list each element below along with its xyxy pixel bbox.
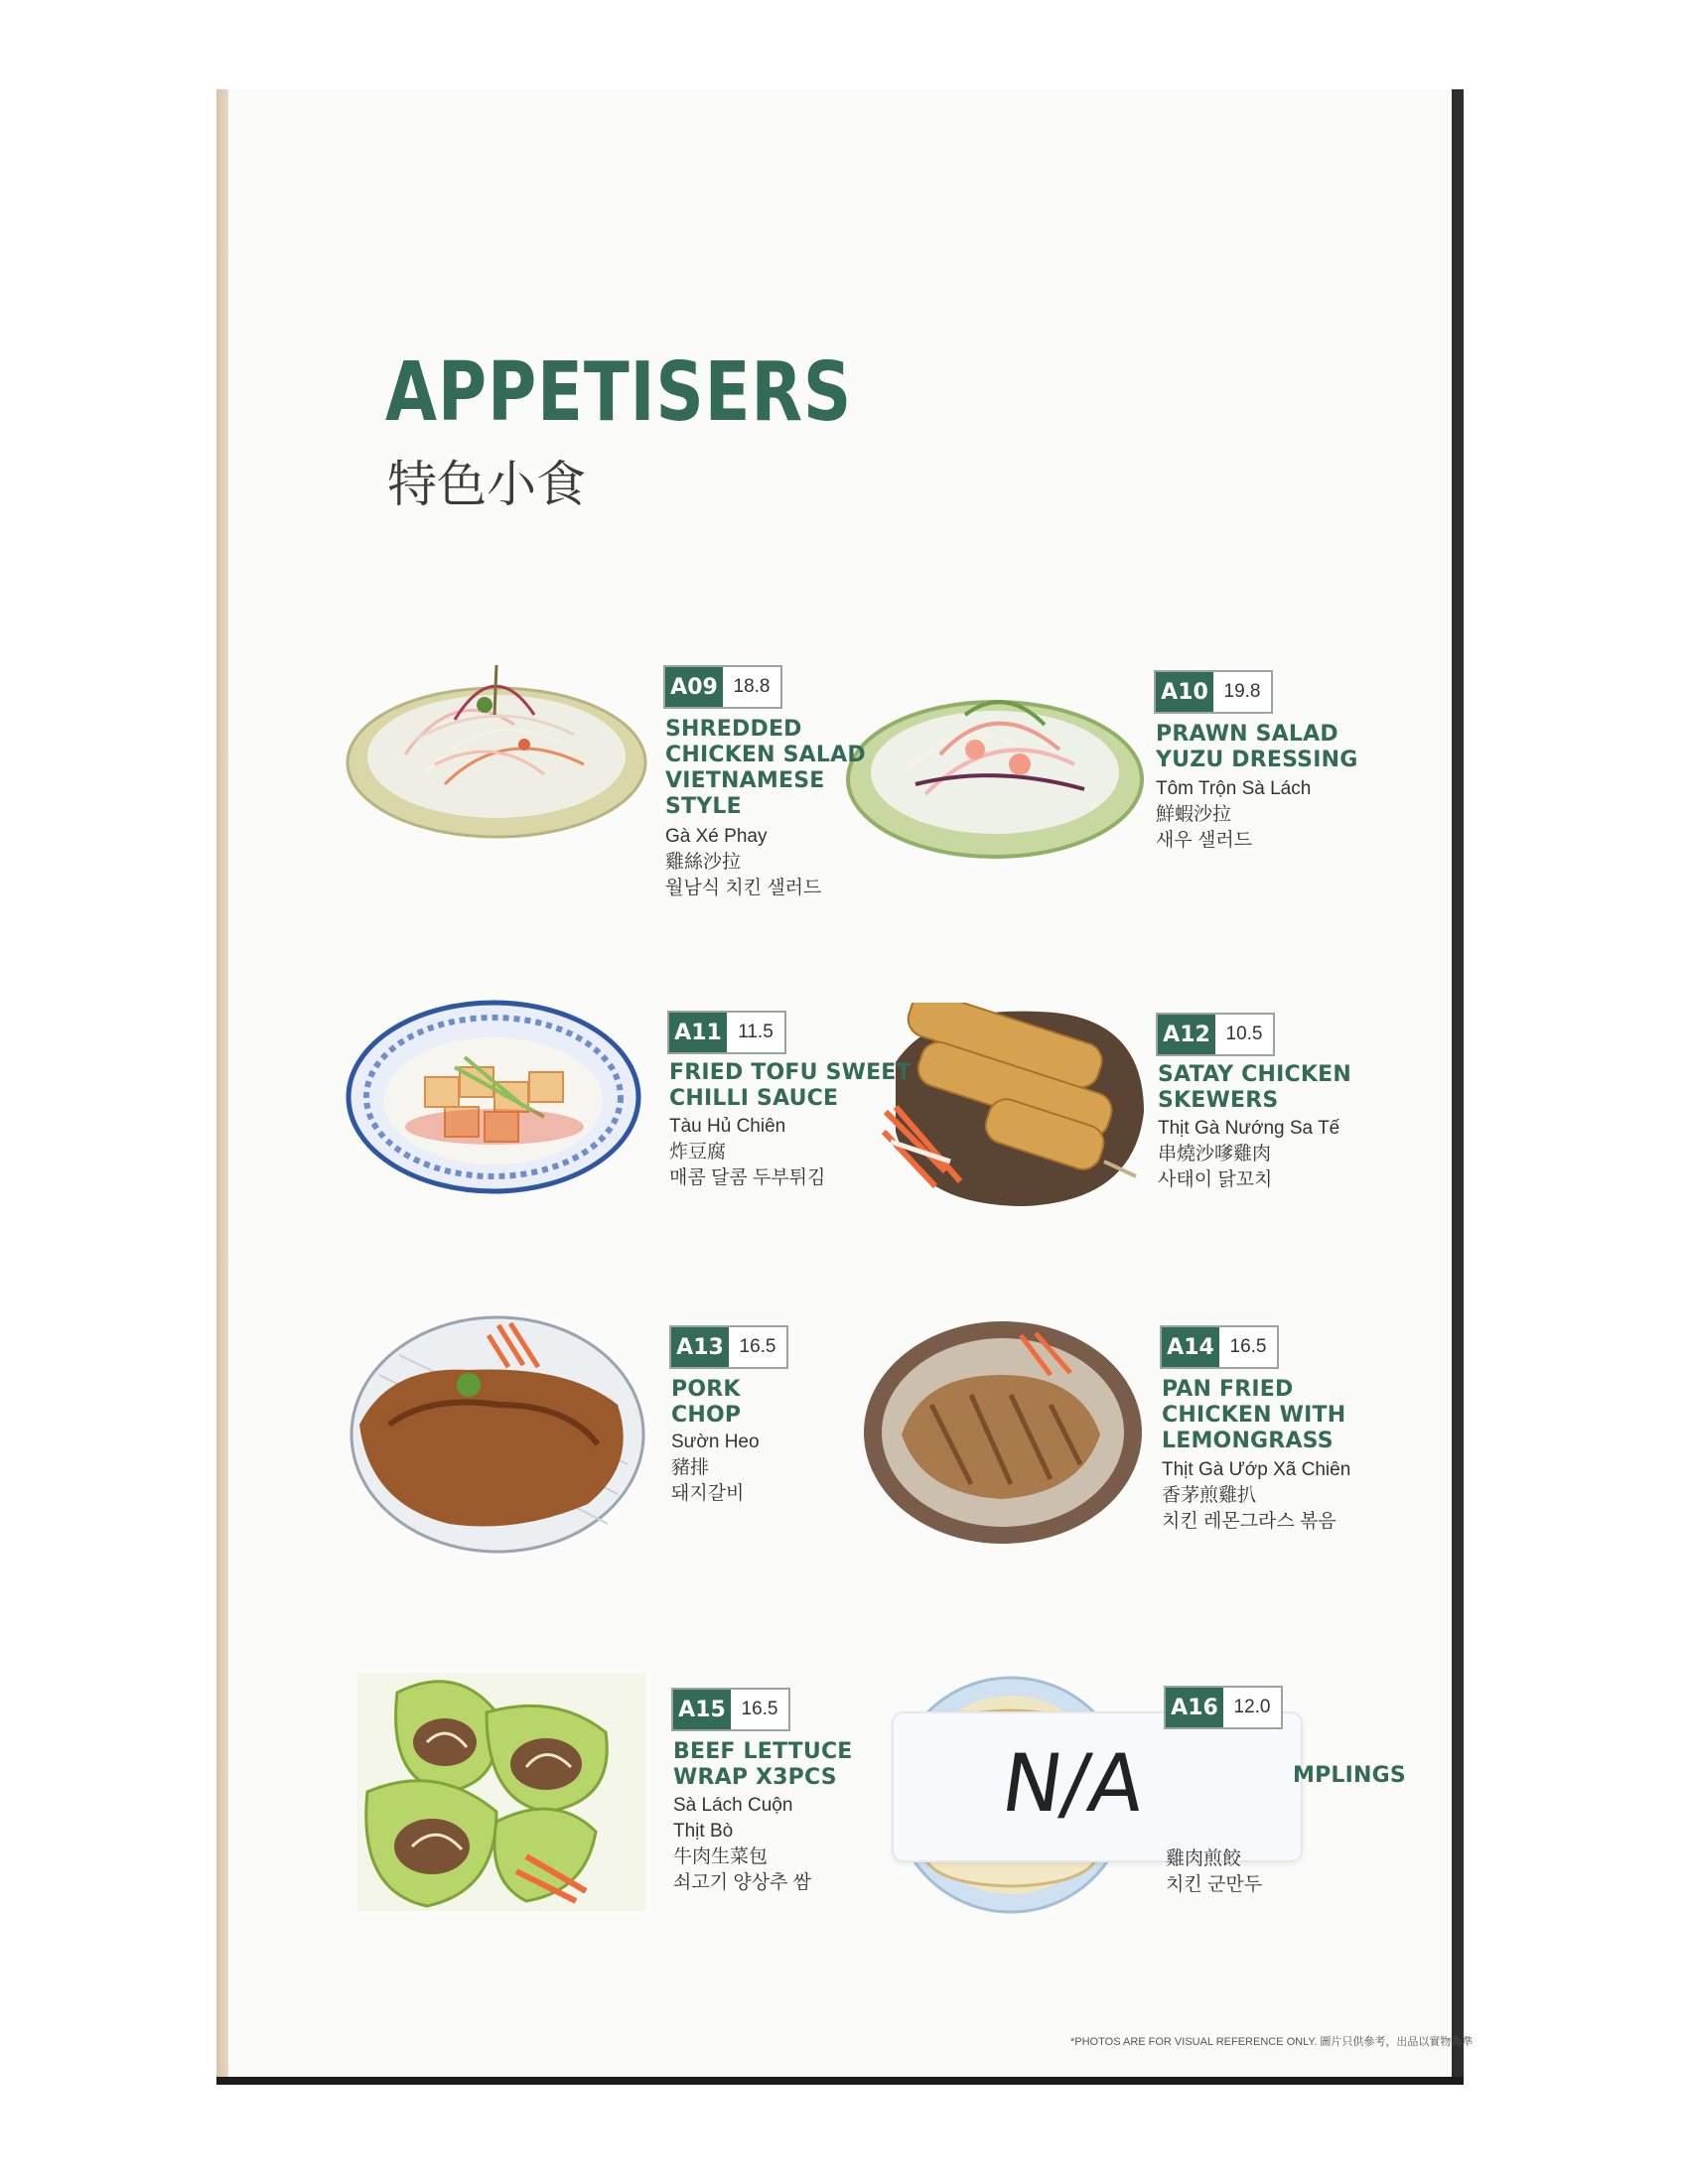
page-subtitle: 特色小食	[387, 456, 586, 513]
item-translations-a11: Tàu Hủ Chiên 炸豆腐 매콤 달콤 두부튀김	[669, 1116, 826, 1188]
item-code-price-a13	[669, 1325, 788, 1369]
dish-photo-a09	[346, 645, 648, 844]
item-code-price-a15	[671, 1688, 790, 1731]
dish-photo-a11	[346, 998, 641, 1196]
item-translations-a15: Sà Lách Cuộn Thịt Bò 牛肉生菜包 쇠고기 양상추 쌈	[673, 1795, 812, 1893]
page-right-edge	[1452, 89, 1464, 2080]
item-name-a15: BEEF LETTUCE WRAP X3PCS	[673, 1739, 853, 1790]
item-code: A10	[1156, 672, 1213, 712]
item-code: A09	[665, 667, 723, 707]
item-price: 16.5	[741, 1699, 778, 1719]
item-translations-a12: Thịt Gà Nướng Sa Tế 串燒沙嗲雞肉 사태이 닭꼬치	[1158, 1118, 1340, 1190]
item-name-a13: PORK CHOP	[671, 1377, 742, 1428]
photo-disclaimer: *PHOTOS ARE FOR VISUAL REFERENCE ONLY. 圖片只供參考，出品以實物為準	[1070, 2036, 1474, 2048]
item-price: 16.5	[739, 1336, 776, 1357]
item-code-price-a14	[1160, 1325, 1279, 1369]
item-code-price-a11	[667, 1011, 786, 1054]
item-name-a11: FRIED TOFU SWEET CHILLI SAUCE	[669, 1060, 912, 1111]
item-code-price-a10	[1154, 670, 1273, 714]
item-code: A14	[1162, 1327, 1219, 1367]
item-name-a14: PAN FRIED CHICKEN WITH LEMONGRASS	[1162, 1377, 1346, 1453]
item-translations-a09: Gà Xé Phay 雞絲沙拉 월남식 치킨 샐러드	[665, 826, 822, 898]
item-translations-a10: Tôm Trộn Sà Lách 鮮蝦沙拉 새우 샐러드	[1156, 778, 1312, 851]
page-bottom-edge	[216, 2077, 1464, 2085]
item-name-a16: MPLINGS	[1293, 1763, 1406, 1788]
item-price: 10.5	[1225, 1024, 1263, 1044]
item-translations-a16: 雞肉煎餃 치킨 군만두	[1166, 1848, 1263, 1895]
item-code-price-a09	[663, 665, 782, 709]
item-price: 19.8	[1223, 681, 1261, 702]
item-translations-a13: Sườn Heo 豬排 돼지갈비	[671, 1432, 760, 1504]
item-price: 18.8	[733, 676, 771, 697]
item-price: 12.0	[1233, 1697, 1271, 1717]
dish-photo-a12	[876, 1003, 1164, 1211]
dish-photo-a15	[357, 1673, 645, 1911]
dish-photo-a14	[862, 1315, 1145, 1549]
item-code: A12	[1158, 1015, 1215, 1054]
item-price: 11.5	[738, 1022, 774, 1042]
item-translations-a14: Thịt Gà Ướp Xã Chiên 香茅煎雞扒 치킨 레몬그라스 볶음	[1162, 1459, 1351, 1532]
page-title: APPETISERS	[385, 345, 853, 440]
dish-photo-a10	[846, 655, 1144, 864]
item-name-a09: SHREDDED CHICKEN SALAD VIETNAMESE STYLE	[665, 717, 866, 819]
item-code-price-a16	[1164, 1686, 1283, 1729]
item-code: A13	[671, 1327, 729, 1367]
item-code-price-a12	[1156, 1013, 1275, 1056]
item-name-a10: PRAWN SALAD YUZU DRESSING	[1156, 722, 1358, 772]
dish-photo-a13	[350, 1315, 645, 1554]
item-code: A15	[673, 1690, 731, 1729]
not-available-label: N/A	[996, 1737, 1151, 1830]
item-name-a12: SATAY CHICKEN SKEWERS	[1158, 1062, 1351, 1113]
item-price: 16.5	[1229, 1336, 1267, 1357]
item-code: A16	[1166, 1688, 1223, 1727]
item-code: A11	[669, 1013, 727, 1052]
